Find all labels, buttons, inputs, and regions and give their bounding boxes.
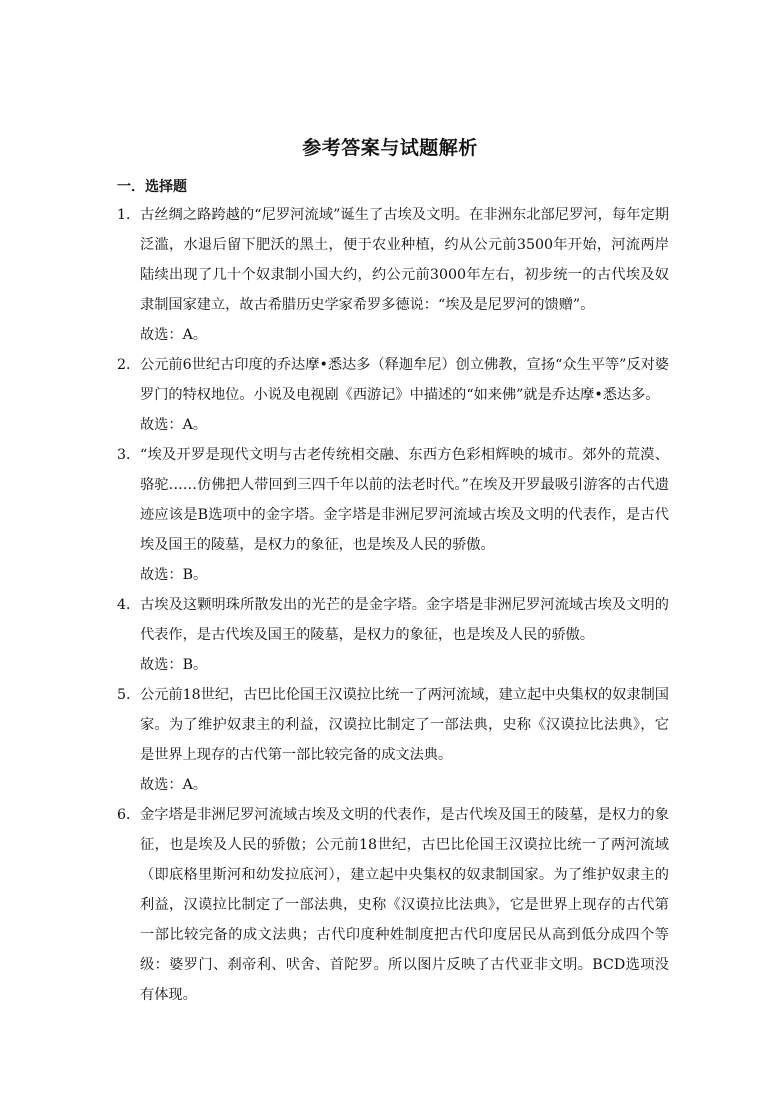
question-number: 1．: [117, 207, 141, 223]
question-item: [117, 200, 669, 350]
question-explanation: 古丝绸之路跨越的“尼罗河流域”诞生了古埃及文明。在非洲东北部尼罗河，每年定期泛滥，水退后留下肥沃的黑土，便于农业种植，约从公元前3500年开始，河流两岸陆续出现了几十个奴隶制小国大约，约公元前3000年左右，初步统一的古代埃及奴隶制国家建立，故古希腊历史学家希罗多德说：“埃及是尼罗河的馈赠”。: [140, 207, 669, 313]
question-explanation: 古埃及这颗明珠所散发出的光芒的是金字塔。金字塔是非洲尼罗河流域古埃及文明的代表作，是古代埃及国王的陵墓，是权力的象征，也是埃及人民的骄傲。: [140, 597, 669, 643]
question-body: [117, 800, 669, 1010]
question-explanation: 公元前6世纪古印度的乔达摩•悉达多（释迦牟尼）创立佛教，宣扬“众生平等”反对婆罗门的特权地位。小说及电视剧《西游记》中描述的“如来佛”就是乔达摩•悉达多。: [140, 357, 669, 403]
question-body: [117, 590, 669, 650]
question-number: 3．: [117, 447, 141, 463]
question-body: [117, 440, 669, 560]
question-item: [117, 680, 669, 800]
question-item: [117, 590, 669, 680]
question-item: [117, 440, 669, 590]
question-number: 2．: [117, 357, 141, 373]
question-number: 4．: [117, 597, 141, 613]
section-heading: 一．选择题: [117, 179, 187, 195]
question-body: [117, 350, 669, 410]
answer-line: 故选：A。: [140, 417, 207, 433]
question-body: [117, 680, 669, 770]
question-number: 5.: [117, 687, 131, 703]
answer-line: 故选：A。: [140, 777, 207, 793]
answer-line: 故选：A。: [140, 327, 207, 343]
question-explanation: “埃及开罗是现代文明与古老传统相交融、东西方色彩相辉映的城市。郊外的荒漠、骆驼……仿佛把人带回到三四千年以前的法老时代。”在埃及开罗最吸引游客的古代遗迹应该是B选项中的金字塔。金字塔是非洲尼罗河流域古埃及文明的代表作，是古代埃及国王的陵墓，是权力的象征，也是埃及人民的骄傲。: [140, 447, 669, 553]
question-explanation: 金字塔是非洲尼罗河流域古埃及文明的代表作，是古代埃及国王的陵墓，是权力的象征，也是埃及人民的骄傲；公元前18世纪，古巴比伦国王汉谟拉比统一了两河流域（即底格里斯河和幼发拉底河），建立起中央集权的奴隶制国家。为了维护奴隶主的利益，汉谟拉比制定了一部法典，史称《汉谟拉比法典》，它是世界上现存的古代第一部比较完备的成文法典；古代印度种姓制度把古代印度居民从高到低分成四个等级：婆罗门、刹帝利、吠舍、首陀罗。所以图片反映了古代亚非文明。BCD选项没有体现。: [140, 807, 669, 1003]
page-title: 参考答案与试题解析: [302, 137, 478, 159]
question-list: [117, 200, 669, 1010]
question-item: [117, 800, 669, 1010]
answer-line: 故选：B。: [140, 657, 208, 673]
question-body: [117, 200, 669, 320]
question-item: [117, 350, 669, 440]
answer-line: 故选：B。: [140, 567, 208, 583]
question-number: 6．: [117, 807, 141, 823]
question-explanation: 公元前18世纪，古巴比伦国王汉谟拉比统一了两河流域，建立起中央集权的奴隶制国家。为了维护奴隶主的利益，汉谟拉比制定了一部法典，史称《汉谟拉比法典》，它是世界上现存的古代第一部比较完备的成文法典。: [140, 687, 669, 763]
